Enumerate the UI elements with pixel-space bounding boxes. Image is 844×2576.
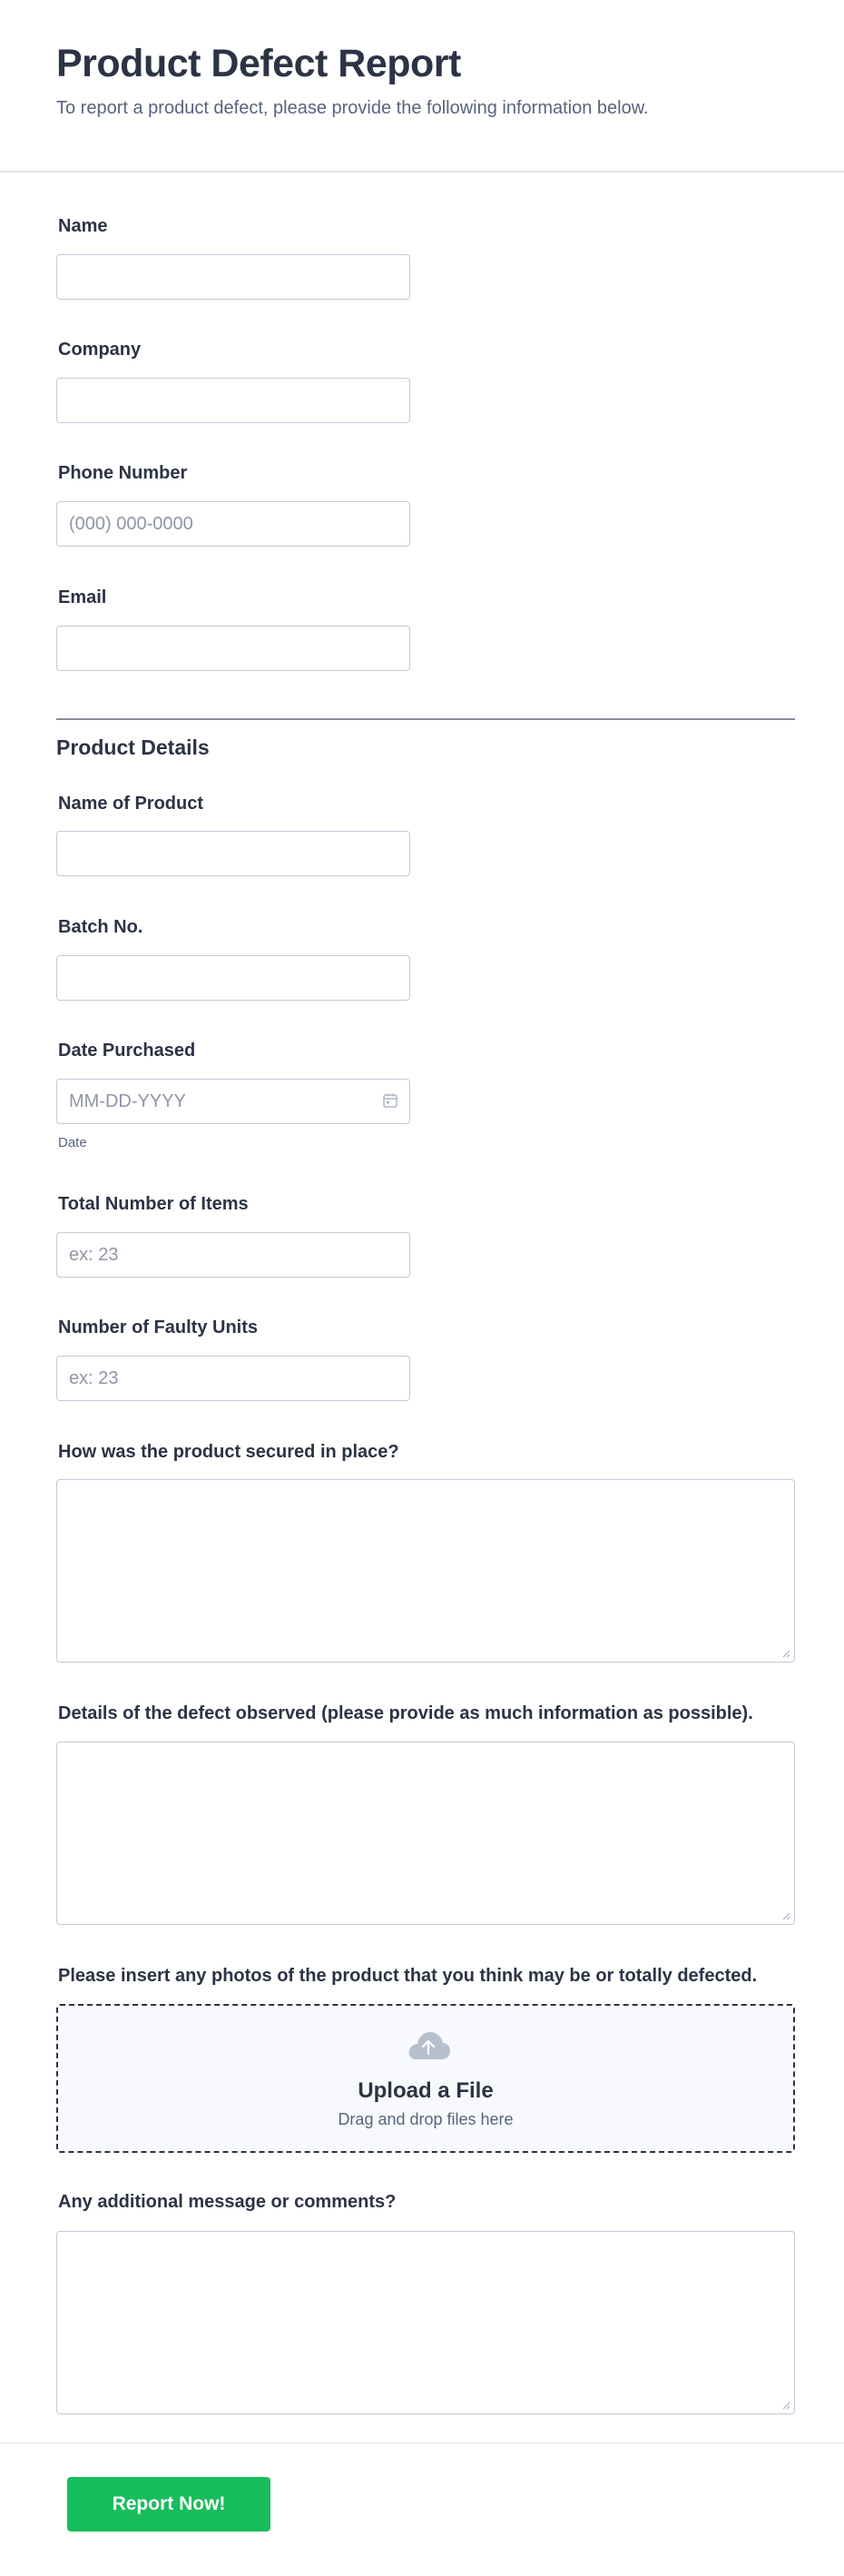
- product-name-input[interactable]: [56, 831, 410, 876]
- secured-textarea[interactable]: [56, 1479, 795, 1663]
- form-header: [0, 0, 844, 173]
- name-label: Name: [58, 216, 108, 236]
- batch-no-label: Batch No.: [58, 917, 143, 937]
- section-divider: [56, 718, 795, 720]
- resize-handle-icon[interactable]: [781, 1911, 790, 1920]
- date-purchased-input[interactable]: [56, 1079, 410, 1124]
- upload-subtitle: Drag and drop files here: [338, 2110, 514, 2128]
- defect-details-textarea[interactable]: [56, 1742, 795, 1925]
- secured-label: How was the product secured in place?: [58, 1442, 399, 1462]
- date-placeholder: MM-DD-YYYY: [69, 1091, 186, 1111]
- product-name-label: Name of Product: [58, 794, 204, 814]
- product-details-heading: Product Details: [56, 735, 210, 759]
- faulty-units-placeholder: ex: 23: [69, 1368, 119, 1388]
- resize-handle-icon[interactable]: [781, 1649, 790, 1658]
- date-purchased-label: Date Purchased: [58, 1041, 196, 1061]
- resize-handle-icon[interactable]: [781, 2401, 790, 2410]
- phone-input[interactable]: [56, 501, 410, 547]
- phone-label: Phone Number: [58, 463, 188, 483]
- phone-placeholder: (000) 000-0000: [69, 514, 193, 534]
- name-input[interactable]: [56, 254, 410, 300]
- email-input[interactable]: [56, 626, 410, 671]
- batch-no-input[interactable]: [56, 955, 410, 1001]
- defect-details-label: Details of the defect observed (please provide as much information as possible).: [58, 1703, 753, 1723]
- calendar-icon[interactable]: [382, 1092, 398, 1109]
- total-items-input[interactable]: [56, 1232, 410, 1278]
- page-title: Product Defect Report: [56, 42, 461, 85]
- date-sublabel: Date: [58, 1135, 87, 1150]
- total-items-label: Total Number of Items: [58, 1194, 249, 1214]
- comments-textarea[interactable]: [56, 2231, 795, 2414]
- page-subtitle: To report a product defect, please provide the following information below.: [56, 98, 649, 118]
- form-footer: [0, 2443, 844, 2576]
- file-upload-dropzone[interactable]: [56, 2004, 795, 2153]
- email-label: Email: [58, 587, 107, 607]
- cloud-upload-icon: [406, 2028, 451, 2061]
- report-now-button[interactable]: Report Now!: [67, 2477, 270, 2532]
- photos-label: Please insert any photos of the product that you think may be or totally defected.: [58, 1966, 758, 1986]
- company-input[interactable]: [56, 378, 410, 423]
- upload-title: Upload a File: [358, 2078, 494, 2103]
- comments-label: Any additional message or comments?: [58, 2192, 397, 2212]
- faulty-units-input[interactable]: [56, 1356, 410, 1401]
- total-items-placeholder: ex: 23: [69, 1245, 119, 1265]
- company-label: Company: [58, 340, 142, 360]
- faulty-units-label: Number of Faulty Units: [58, 1318, 259, 1337]
